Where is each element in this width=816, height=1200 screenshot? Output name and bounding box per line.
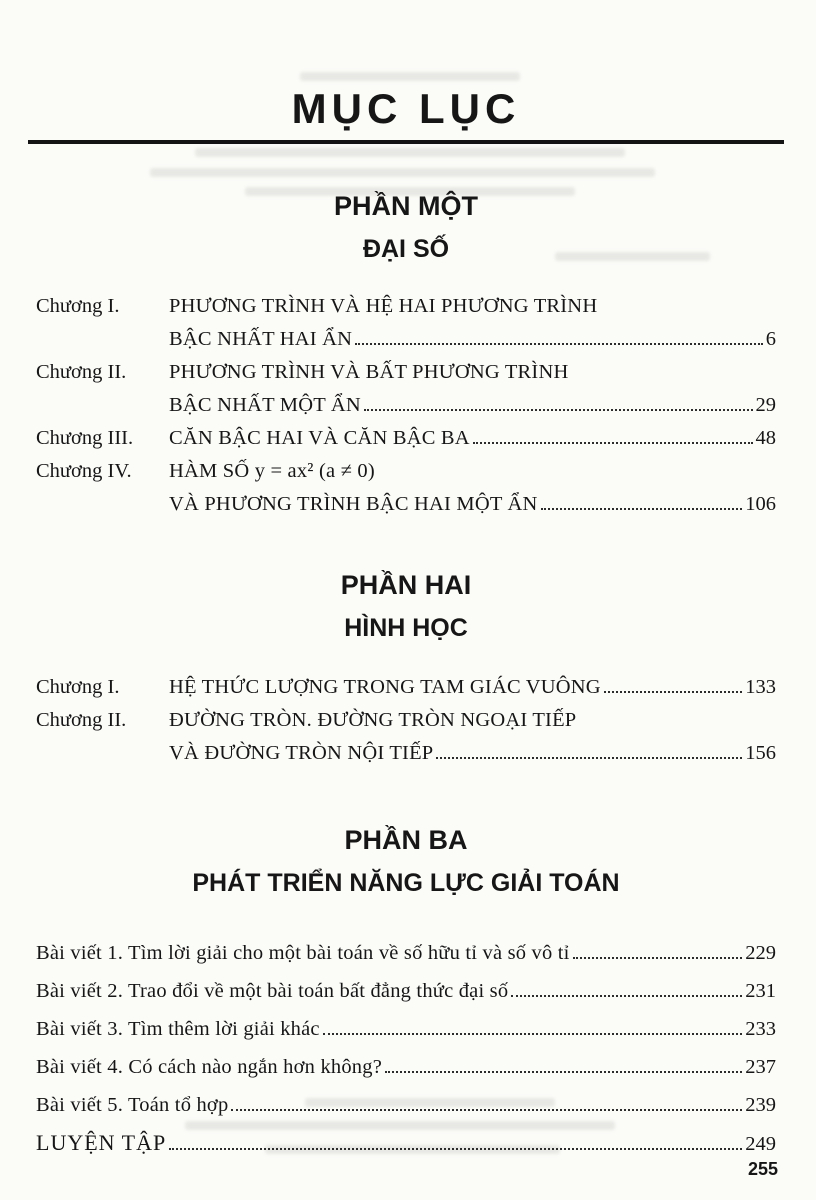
page-ref: 48 [755, 427, 776, 449]
chapter-title: PHƯƠNG TRÌNH VÀ HỆ HAI PHƯƠNG TRÌNH [169, 295, 598, 317]
document-title: MỤC LỤC [291, 85, 521, 132]
page-ref: 106 [745, 493, 776, 515]
page-ref: 6 [765, 328, 776, 350]
chapter-label: Chương IV. [36, 460, 132, 482]
essay-title: Bài viết 5. Toán tổ hợp [36, 1094, 229, 1116]
dot-leader [231, 1109, 742, 1111]
dot-leader [385, 1071, 742, 1073]
page-ref: 233 [745, 1018, 776, 1040]
chapter-title: HỆ THỨC LƯỢNG TRONG TAM GIÁC VUÔNG [169, 676, 601, 698]
chapter-label: Chương II. [36, 361, 127, 383]
dot-leader [355, 343, 763, 345]
chapter-row-continuation [36, 323, 776, 356]
chapter-title: HÀM SỐ y = ax² (a ≠ 0) [169, 460, 375, 482]
dot-leader [511, 995, 742, 997]
chapter-label: Chương I. [36, 295, 120, 317]
chapter-list [36, 290, 776, 521]
essay-title: Bài viết 1. Tìm lời giải cho một bài toán về số hữu tỉ và số vô tỉ [36, 942, 570, 964]
chapter-row [36, 422, 776, 455]
dot-leader [323, 1033, 743, 1035]
essay-row [36, 1048, 776, 1086]
chapter-row-continuation [36, 488, 776, 521]
dot-leader [573, 957, 743, 959]
chapter-row [36, 704, 776, 737]
page-ref: 239 [745, 1094, 776, 1116]
chapter-title: BẬC NHẤT HAI ẨN [169, 328, 353, 350]
part-subheading: ĐẠI SỐ [362, 235, 450, 263]
chapter-label: Chương I. [36, 676, 120, 698]
essay-title: LUYỆN TẬP [36, 1130, 167, 1155]
chapter-title: VÀ ĐƯỜNG TRÒN NỘI TIẾP [169, 742, 434, 764]
page-ref: 231 [745, 980, 776, 1002]
dot-leader [541, 508, 743, 510]
essay-title: Bài viết 2. Trao đổi về một bài toán bất đẳng thức đại số [36, 980, 509, 1002]
chapter-title: ĐƯỜNG TRÒN. ĐƯỜNG TRÒN NGOẠI TIẾP [169, 709, 577, 731]
page-ref: 237 [745, 1056, 776, 1078]
page-ref: 249 [745, 1133, 776, 1155]
page-ref: 133 [745, 676, 776, 698]
part-subheading: HÌNH HỌC [344, 614, 468, 642]
chapter-title: PHƯƠNG TRÌNH VÀ BẤT PHƯƠNG TRÌNH [169, 361, 569, 383]
dot-leader [364, 409, 753, 411]
page-ref: 156 [745, 742, 776, 764]
part-heading: PHẦN HAI [340, 570, 472, 600]
essay-title: Bài viết 3. Tìm thêm lời giải khác [36, 1018, 320, 1040]
part-heading: PHẦN MỘT [334, 191, 478, 221]
chapter-label: Chương III. [36, 427, 134, 449]
chapter-row [36, 290, 776, 323]
essay-row [36, 934, 776, 972]
dot-leader [473, 442, 753, 444]
dot-leader [436, 757, 742, 759]
folio-page-number: 255 [747, 1159, 778, 1179]
chapter-row-continuation [36, 389, 776, 422]
page-ref: 29 [755, 394, 776, 416]
page-ref: 229 [745, 942, 776, 964]
chapter-title: VÀ PHƯƠNG TRÌNH BẬC HAI MỘT ẨN [169, 493, 538, 515]
dot-leader [169, 1148, 742, 1150]
chapter-row [36, 671, 776, 704]
essay-row [36, 1124, 776, 1163]
part-subheading: PHÁT TRIỂN NĂNG LỰC GIẢI TOÁN [192, 869, 620, 897]
essay-list [36, 934, 776, 1163]
chapter-label: Chương II. [36, 709, 127, 731]
chapter-row-continuation [36, 737, 776, 770]
dot-leader [604, 691, 742, 693]
chapter-row [36, 455, 776, 488]
bleed-through-artifact [300, 72, 520, 81]
chapter-title: BẬC NHẤT MỘT ẨN [169, 394, 361, 416]
essay-row [36, 1086, 776, 1124]
essay-title: Bài viết 4. Có cách nào ngắn hơn không? [36, 1056, 382, 1078]
part-heading: PHẦN BA [344, 825, 468, 855]
essay-row [36, 972, 776, 1010]
chapter-row [36, 356, 776, 389]
chapter-list [36, 671, 776, 770]
chapter-title: CĂN BẬC HAI VÀ CĂN BẬC BA [169, 427, 470, 449]
essay-row [36, 1010, 776, 1048]
title-rule [28, 140, 784, 144]
